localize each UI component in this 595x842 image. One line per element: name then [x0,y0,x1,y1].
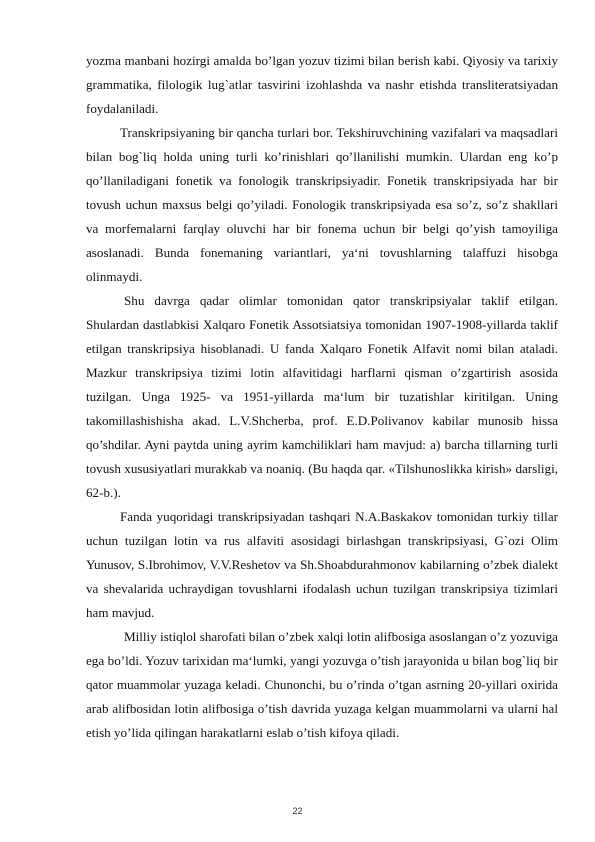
page-number: 22 [292,806,303,816]
paragraph-other-transcriptions: Fanda yuqoridagi transkripsiyadan tashqari N.A.Baskakov tomonidan turkiy tillar uchun tuzilgan lotin va rus alfaviti asosidagi birlashgan transkripsiyasi, G`ozi Olim Yunusov, S.Ibrohimov, V.V.Reshetov va Sh.Shoabdurahmonov kabilarning o’zbek dialekt va shevalarida uchraydigan tovushlarni ifodalash uchun tuzilgan transkripsiya tizimlari ham mavjud. [86,509,558,620]
paragraph-continuation: yozma manbani hozirgi amalda bo’lgan yozuv tizimi bilan berish kabi. Qiyosiy va tarixiy grammatika, filologik lug`atlar tasvirini izohlashda va nashr etishda transliteratsiyadan foydalaniladi. [86,53,558,116]
document-body [86,49,558,745]
paragraph-transcription-types: Transkripsiyaning bir qancha turlari bor. Tekshiruvchining vazifalari va maqsadlari bilan bog`liq holda uning turli ko’rinishlari qo’llanilishi mumkin. Ulardan eng ko’p qo’llaniladigani fonetik va fonologik transkripsiyadir. Fonetik transkripsiyada har bir tovush uchun maxsus belgi qo’yiladi. Fonologik transkripsiyada esa so’z, so’z shakllari va morfemalarni farqlay oluvchi har bir fonema uchun bir belgi qo’yish tamoyiliga asoslanadi. Bunda fonemaning variantlari, ya‘ni tovushlarning talaffuzi hisobga olinmaydi. [86,125,558,284]
paragraph-latin-alphabet: Milliy istiqlol sharofati bilan o’zbek xalqi lotin alifbosiga asoslangan o’z yozuviga ega bo’ldi. Yozuv tarixidan ma‘lumki, yangi yozuvga o’tish jarayonida u bilan bog`liq bir qator muammolar yuzaga keladi. Chunonchi, bu o’rinda o’tgan asrning 20-yillari oxirida arab alifbosidan lotin alifbosiga o’tish davrida yuzaga kelgan muammolarni va ularni hal etish yo’lida qilingan harakatlarni eslab o’tish kifoya qiladi. [86,629,558,740]
paragraph-transcription-history: Shu davrga qadar olimlar tomonidan qator transkripsiyalar taklif etilgan. Shulardan dastlabkisi Xalqaro Fonetik Assotsiatsiya tomonidan 1907-1908-yillarda taklif etilgan transkripsiya hisoblanadi. U fanda Xalqaro Fonetik Alfavit nomi bilan ataladi. Mazkur transkripsiya tizimi lotin alfavitidagi harflarni qisman o’zgartirish asosida tuzilgan. Unga 1925- va 1951-yillarda ma‘lum bir tuzatishlar kiritilgan. Uning takomillashishisha akad. L.V.Shcherba, prof. E.D.Polivanov kabilar munosib hissa qo’shdilar. Ayni paytda uning ayrim kamchiliklari ham mavjud: a) barcha tillarning turli tovush xususiyatlari murakkab va noaniq. (Bu haqda qar. «Tilshunoslikka kirish» darsligi, 62-b.). [86,293,558,500]
